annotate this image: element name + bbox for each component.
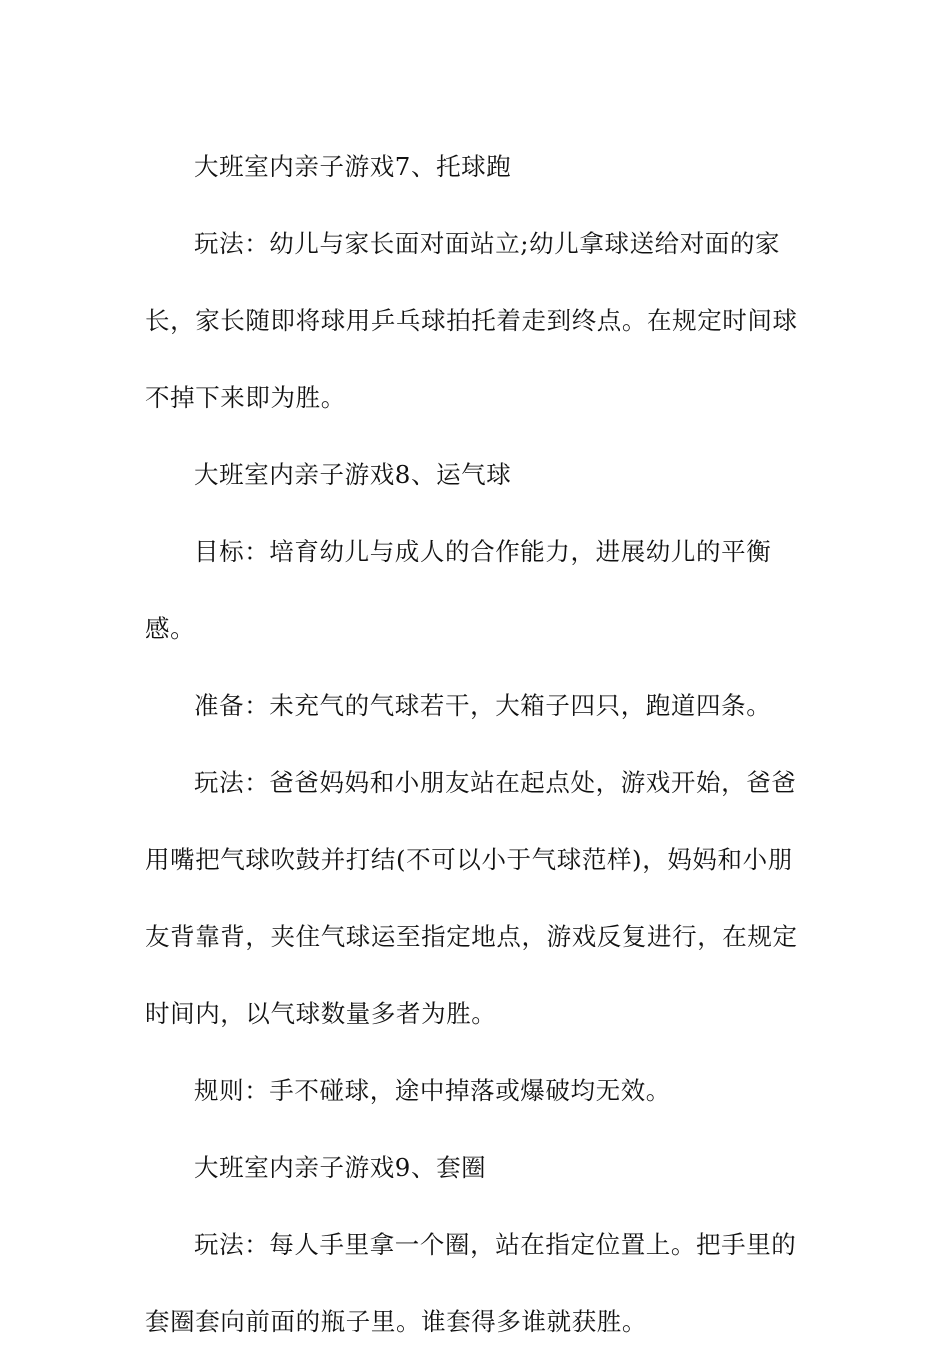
section-heading-game-8: 大班室内亲子游戏8、运气球	[194, 460, 512, 489]
game-8-rules-paragraph: 规则：手不碰球，途中掉落或爆破均无效。	[194, 1076, 671, 1105]
game-7-method-paragraph: 玩法：幼儿与家长面对面站立;幼儿拿球送给对面的家长，家长随即将球用乒乓球拍托着走到终点。在规定时间球不掉下来即为胜。	[145, 229, 798, 412]
game-8-preparation-paragraph: 准备：未充气的气球若干，大箱子四只，跑道四条。	[194, 691, 772, 720]
section-heading-game-9: 大班室内亲子游戏9、套圈	[194, 1153, 487, 1182]
game-9-method-paragraph: 玩法：每人手里拿一个圈，站在指定位置上。把手里的套圈套向前面的瓶子里。谁套得多谁就获胜。	[145, 1230, 797, 1336]
document-body	[145, 128, 815, 1360]
section-heading-game-7: 大班室内亲子游戏7、托球跑	[194, 152, 512, 181]
game-8-goal-paragraph: 目标：培育幼儿与成人的合作能力，进展幼儿的平衡感。	[145, 537, 772, 643]
game-8-method-paragraph: 玩法：爸爸妈妈和小朋友站在起点处，游戏开始，爸爸用嘴把气球吹鼓并打结(不可以小于气球范样)，妈妈和小朋友背靠背，夹住气球运至指定地点，游戏反复进行，在规定时间内，以气球数量多者为胜。	[145, 768, 798, 1028]
